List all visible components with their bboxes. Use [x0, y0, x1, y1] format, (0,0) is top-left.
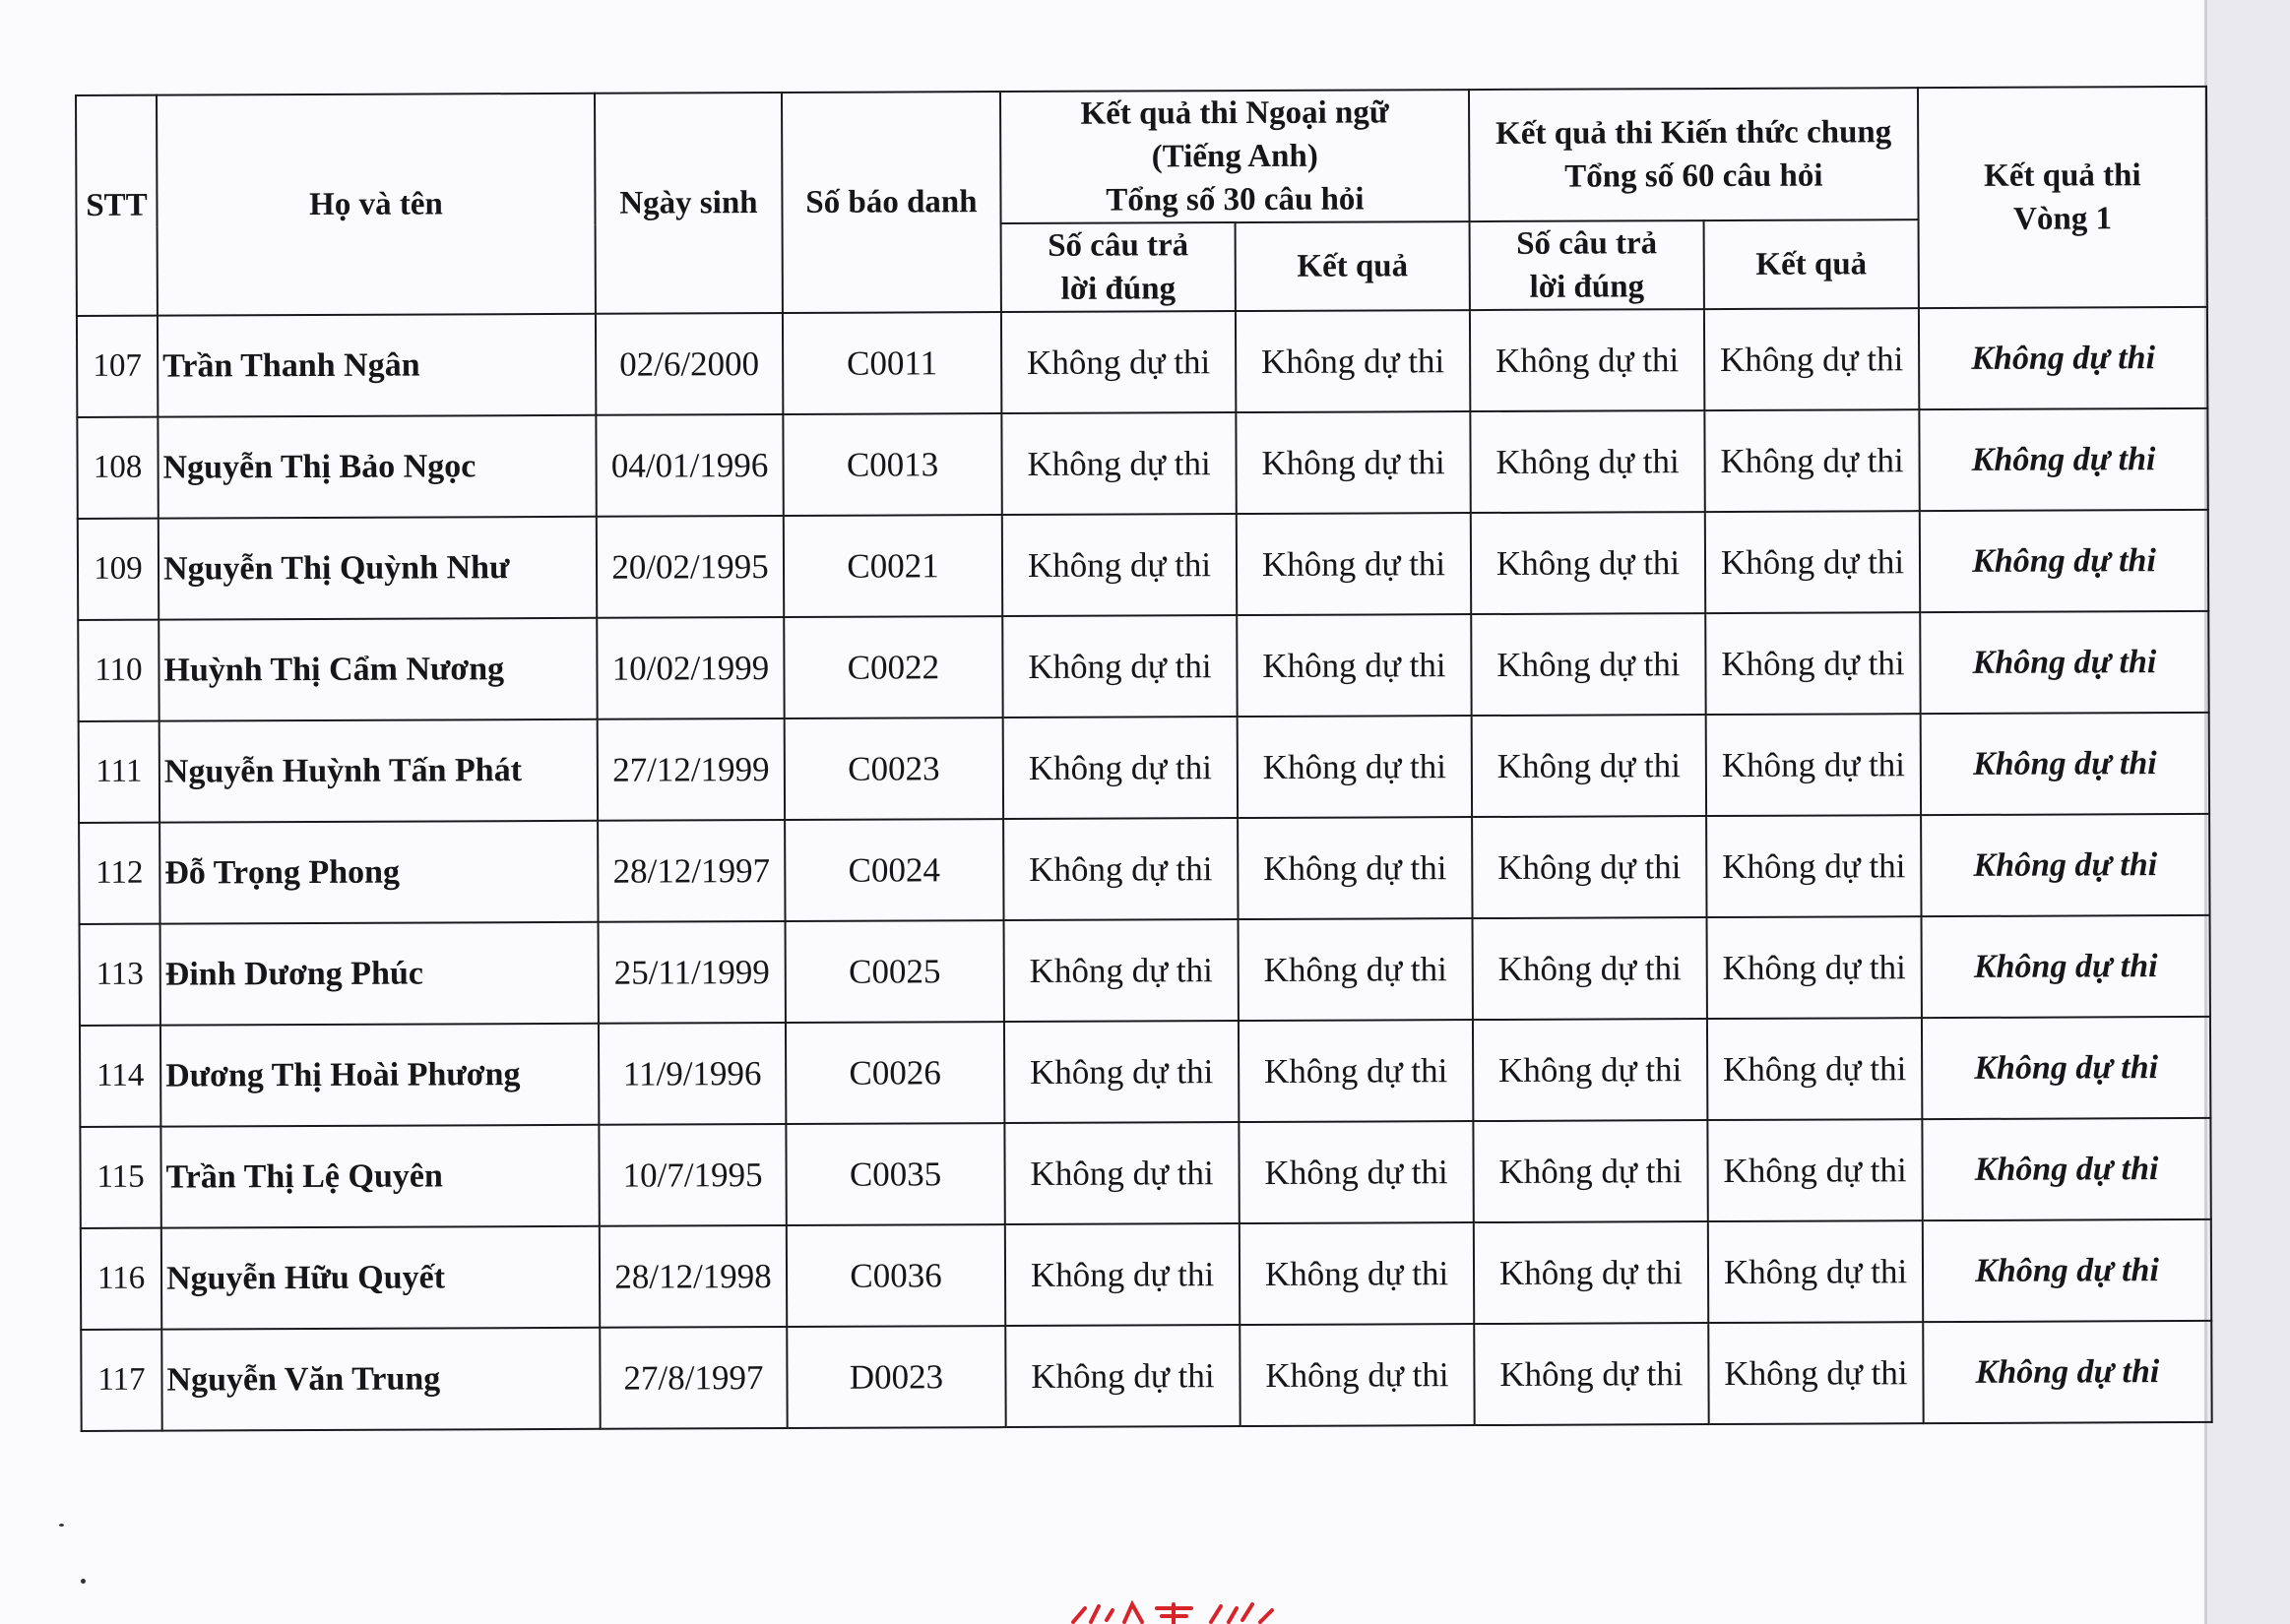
cell-stt: 115	[80, 1127, 160, 1228]
cell-fl-correct: Không dự thi	[1004, 1122, 1239, 1224]
table-row	[81, 1321, 2211, 1431]
cell-gk-correct: Không dự thi	[1473, 917, 1707, 1020]
cell-fl-correct: Không dự thi	[1003, 717, 1238, 819]
cell-fl-correct: Không dự thi	[1001, 311, 1236, 413]
scan-speck-1	[59, 1524, 64, 1527]
cell-sbd: C0021	[784, 515, 1002, 617]
header-stt: STT	[76, 95, 158, 316]
cell-dob: 25/11/1999	[599, 921, 786, 1024]
cell-name: Nguyễn Thị Quỳnh Như	[159, 517, 597, 620]
cell-dob: 28/12/1998	[600, 1225, 787, 1328]
table-row	[78, 611, 2208, 721]
header-foreign-language-line3: Tổng số 30 câu hỏi	[1106, 181, 1365, 219]
cell-round1-result: Không dự thi	[1921, 814, 2209, 916]
cell-round1-result: Không dự thi	[1922, 1118, 2210, 1220]
cell-name: Đỗ Trọng Phong	[159, 821, 598, 924]
cell-gk-result: Không dự thi	[1706, 815, 1921, 917]
table-row	[81, 1219, 2211, 1330]
red-stamp-fragment	[1063, 1600, 1359, 1624]
header-general-knowledge-line2: Tổng số 60 câu hỏi	[1564, 157, 1823, 195]
cell-fl-result: Không dự thi	[1239, 1121, 1473, 1223]
cell-fl-correct: Không dự thi	[1005, 1223, 1240, 1326]
table-row	[80, 915, 2210, 1026]
header-general-knowledge-line1: Kết quả thi Kiến thức chung	[1495, 114, 1892, 152]
table-row	[80, 1118, 2210, 1228]
header-gk-correct-line1: Số câu trả	[1516, 225, 1658, 262]
cell-gk-correct: Không dự thi	[1471, 613, 1705, 716]
cell-sbd: C0013	[783, 413, 1001, 516]
header-general-knowledge	[1469, 88, 1919, 221]
cell-round1-result: Không dự thi	[1920, 611, 2208, 714]
cell-sbd: C0022	[784, 616, 1002, 718]
cell-stt: 113	[80, 924, 160, 1026]
header-foreign-language-line1: Kết quả thi Ngoại ngữ	[1080, 94, 1389, 132]
cell-dob: 02/6/2000	[596, 313, 783, 415]
cell-dob: 04/01/1996	[596, 414, 783, 517]
cell-stt: 107	[77, 316, 158, 417]
cell-sbd: D0023	[787, 1326, 1005, 1428]
cell-fl-result: Không dự thi	[1238, 817, 1472, 919]
cell-round1-result: Không dự thi	[1919, 408, 2207, 511]
cell-gk-correct: Không dự thi	[1472, 816, 1706, 918]
header-row-1	[76, 87, 2207, 227]
header-foreign-language-line2: (Tiếng Anh)	[1151, 138, 1318, 175]
header-fl-result: Kết quả	[1236, 221, 1470, 311]
header-gk-result: Kết quả	[1704, 219, 1919, 309]
header-fl-correct	[1001, 222, 1236, 312]
cell-fl-result: Không dự thi	[1237, 614, 1471, 717]
cell-fl-result: Không dự thi	[1239, 918, 1473, 1021]
cell-gk-result: Không dự thi	[1704, 308, 1919, 410]
cell-gk-correct: Không dự thi	[1471, 512, 1705, 614]
cell-dob: 10/7/1995	[599, 1124, 786, 1226]
header-dob: Ngày sinh	[595, 93, 783, 314]
cell-sbd: C0036	[787, 1224, 1005, 1327]
table-row	[78, 510, 2208, 620]
cell-gk-correct: Không dự thi	[1470, 410, 1704, 513]
header-gk-correct-line2: lời đúng	[1529, 269, 1645, 305]
cell-sbd: C0023	[785, 718, 1003, 820]
scan-speck-2	[81, 1579, 86, 1584]
cell-sbd: C0025	[786, 920, 1004, 1023]
cell-round1-result: Không dự thi	[1923, 1321, 2211, 1423]
cell-gk-correct: Không dự thi	[1473, 1019, 1707, 1121]
cell-sbd: C0024	[785, 819, 1003, 921]
cell-round1-result: Không dự thi	[1923, 1219, 2211, 1322]
cell-sbd: C0026	[786, 1022, 1004, 1124]
cell-fl-correct: Không dự thi	[1001, 412, 1236, 515]
cell-gk-correct: Không dự thi	[1473, 1120, 1707, 1222]
cell-name: Huỳnh Thị Cẩm Nương	[159, 618, 597, 721]
table-row	[79, 713, 2209, 823]
cell-fl-correct: Không dự thi	[1004, 919, 1239, 1022]
cell-round1-result: Không dự thi	[1922, 1017, 2210, 1119]
cell-stt: 117	[81, 1330, 161, 1431]
cell-stt: 111	[79, 721, 159, 823]
table-row	[79, 814, 2209, 924]
cell-dob: 27/8/1997	[600, 1327, 787, 1429]
cell-name: Nguyễn Thị Bảo Ngọc	[158, 415, 596, 519]
cell-dob: 27/12/1999	[598, 718, 785, 821]
cell-round1-result: Không dự thi	[1920, 510, 2208, 612]
header-gk-correct	[1470, 220, 1704, 310]
table-body	[77, 307, 2212, 1431]
cell-gk-correct: Không dự thi	[1474, 1221, 1708, 1324]
cell-fl-result: Không dự thi	[1238, 716, 1472, 818]
header-fl-correct-line2: lời đúng	[1060, 271, 1177, 307]
table-row	[77, 307, 2207, 417]
cell-name: Đinh Dương Phúc	[160, 922, 599, 1026]
cell-gk-result: Không dự thi	[1704, 409, 1919, 512]
cell-sbd: C0035	[786, 1123, 1004, 1225]
cell-fl-result: Không dự thi	[1236, 310, 1470, 412]
cell-dob: 28/12/1997	[598, 820, 785, 922]
cell-fl-correct: Không dự thi	[1005, 1325, 1240, 1427]
cell-fl-correct: Không dự thi	[1004, 1021, 1239, 1123]
cell-gk-result: Không dự thi	[1707, 1018, 1922, 1120]
cell-gk-result: Không dự thi	[1708, 1220, 1923, 1323]
header-round1-line1: Kết quả thi	[1984, 157, 2141, 194]
results-table	[75, 86, 2213, 1432]
results-table-container	[75, 86, 2211, 1432]
cell-name: Trần Thị Lệ Quyên	[160, 1125, 599, 1228]
header-fl-correct-line1: Số câu trả	[1048, 227, 1189, 264]
cell-stt: 110	[78, 620, 159, 721]
cell-fl-correct: Không dự thi	[1002, 615, 1237, 718]
header-sbd: Số báo danh	[782, 92, 1001, 313]
cell-dob: 10/02/1999	[597, 617, 784, 719]
page-edge	[2207, 0, 2290, 1624]
cell-gk-result: Không dự thi	[1707, 916, 1922, 1019]
cell-fl-result: Không dự thi	[1239, 1020, 1473, 1122]
cell-stt: 112	[79, 823, 159, 924]
cell-fl-result: Không dự thi	[1236, 411, 1470, 514]
cell-stt: 114	[80, 1026, 160, 1127]
header-name: Họ và tên	[157, 94, 596, 316]
header-round1	[1918, 87, 2207, 308]
cell-fl-result: Không dự thi	[1240, 1222, 1474, 1325]
cell-round1-result: Không dự thi	[1919, 307, 2207, 409]
table-row	[77, 408, 2207, 519]
cell-dob: 11/9/1996	[599, 1023, 786, 1125]
cell-gk-result: Không dự thi	[1705, 511, 1920, 613]
cell-gk-result: Không dự thi	[1707, 1119, 1922, 1221]
cell-name: Nguyễn Văn Trung	[161, 1328, 600, 1431]
table-header	[76, 87, 2207, 316]
cell-fl-result: Không dự thi	[1240, 1324, 1474, 1426]
cell-sbd: C0011	[783, 312, 1001, 414]
cell-gk-correct: Không dự thi	[1474, 1323, 1708, 1425]
cell-fl-result: Không dự thi	[1237, 513, 1471, 615]
cell-round1-result: Không dự thi	[1922, 915, 2210, 1018]
cell-gk-result: Không dự thi	[1708, 1322, 1923, 1424]
cell-dob: 20/02/1995	[597, 516, 784, 618]
cell-gk-result: Không dự thi	[1705, 612, 1920, 715]
header-round1-line2: Vòng 1	[2013, 201, 2113, 237]
table-row	[80, 1017, 2210, 1127]
cell-stt: 108	[77, 417, 158, 519]
cell-stt: 109	[78, 519, 159, 620]
cell-fl-correct: Không dự thi	[1002, 514, 1237, 616]
cell-name: Dương Thị Hoài Phương	[160, 1024, 599, 1127]
cell-gk-correct: Không dự thi	[1472, 715, 1706, 817]
cell-name: Nguyễn Huỳnh Tấn Phát	[159, 719, 598, 823]
cell-fl-correct: Không dự thi	[1003, 818, 1238, 920]
cell-name: Nguyễn Hữu Quyết	[161, 1226, 600, 1330]
cell-round1-result: Không dự thi	[1921, 713, 2209, 815]
cell-name: Trần Thanh Ngân	[158, 314, 596, 417]
cell-gk-correct: Không dự thi	[1470, 309, 1704, 411]
header-foreign-language	[1000, 90, 1470, 223]
cell-stt: 116	[81, 1228, 161, 1330]
cell-gk-result: Không dự thi	[1706, 714, 1921, 816]
